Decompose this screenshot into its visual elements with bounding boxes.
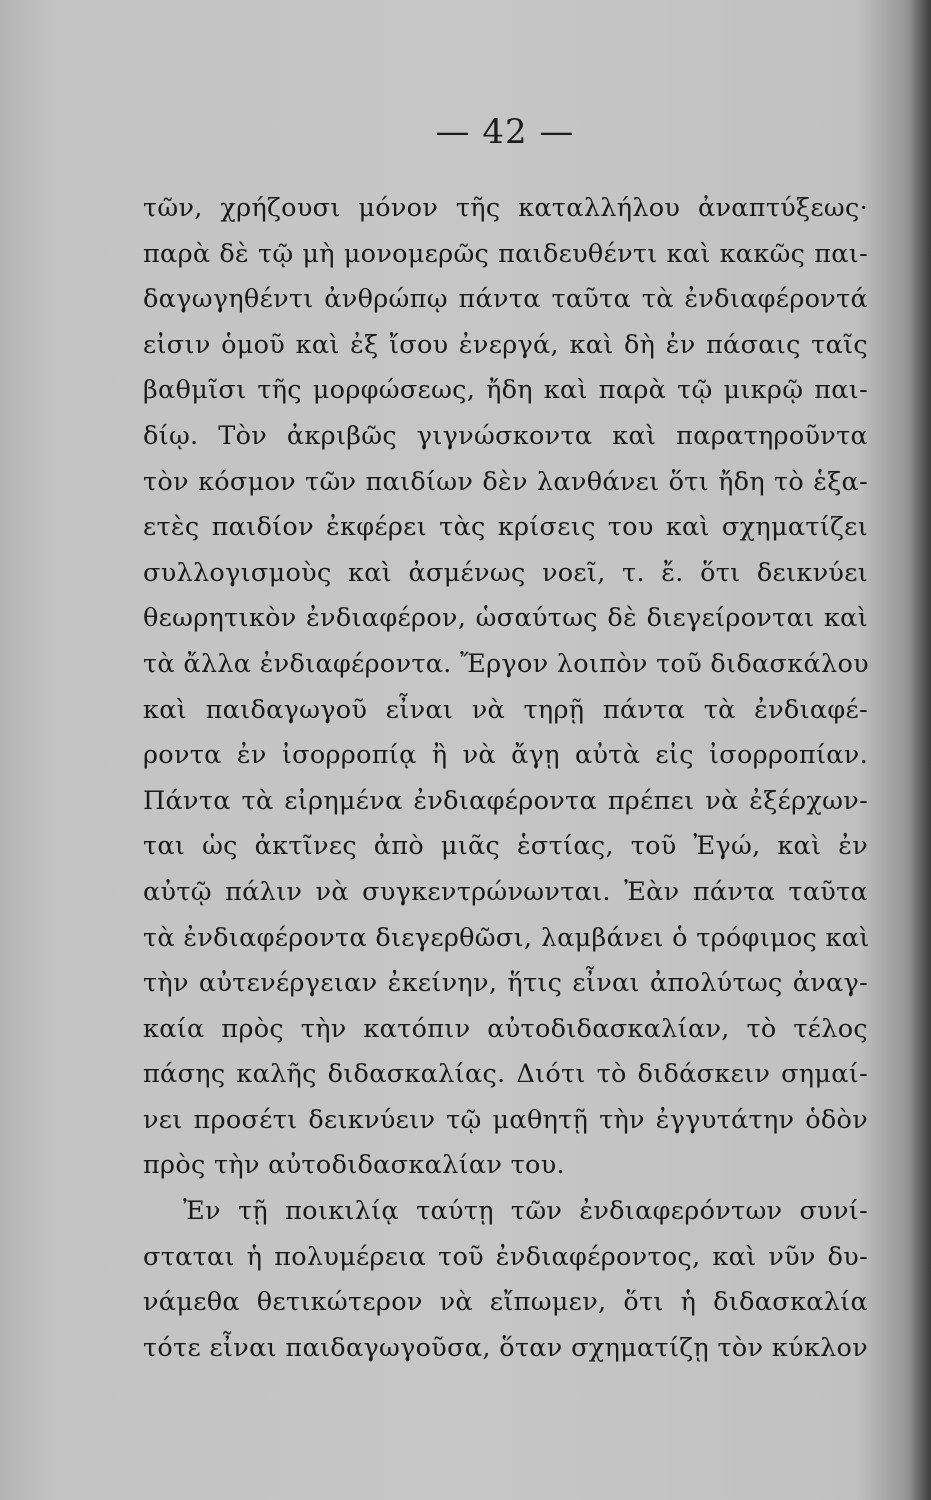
text-line: πάσης καλῆς διδασκαλίας. Διότι τὸ διδάσκειν σημαί-	[143, 1059, 868, 1090]
text-line: συλλογισμοὺς καὶ ἀσμένως νοεῖ, τ. ἔ. ὅτι δεικνύει	[143, 557, 868, 588]
text-line: δίῳ. Τὸν ἀκριβῶς γιγνώσκοντα καὶ παρατηροῦντα	[143, 420, 868, 451]
text-line: ται ὡς ἀκτῖνες ἀπὸ μιᾶς ἑστίας, τοῦ Ἐγώ, καὶ ἐν	[143, 831, 868, 862]
text-line: δαγωγηθέντι ἀνθρώπῳ πάντα ταῦτα τὰ ἐνδιαφέροντά	[143, 284, 868, 315]
paragraph-end-line: πρὸς τὴν αὐτοδιδασκαλίαν του.	[143, 1150, 565, 1181]
text-line: καὶ παιδαγωγοῦ εἶναι νὰ τηρῇ πάντα τὰ ἐνδιαφέ-	[143, 694, 868, 725]
text-line: ροντα ἐν ἰσορροπίᾳ ἢ νὰ ἄγῃ αὐτὰ εἰς ἰσορροπίαν.	[143, 740, 868, 771]
text-line: ετὲς παιδίον ἐκφέρει τὰς κρίσεις του καὶ σχηματίζει	[143, 512, 868, 543]
text-line: τὸν κόσμον τῶν παιδίων δὲν λανθάνει ὅτι ἤδη τὸ ἑξα-	[143, 466, 868, 497]
text-line: καία πρὸς τὴν κατόπιν αὐτοδιδασκαλίαν, τὸ τέλος	[143, 1013, 868, 1044]
page-edge-shadow	[909, 0, 931, 1500]
text-line: θεωρητικὸν ἐνδιαφέρον, ὡσαύτως δὲ διεγείρονται καὶ	[143, 603, 868, 634]
paragraph-start-line: Ἐν τῇ ποικιλίᾳ ταύτῃ τῶν ἐνδιαφερόντων συνί-	[183, 1196, 868, 1227]
text-line: βαθμῖσι τῆς μορφώσεως, ἤδη καὶ παρὰ τῷ μικρῷ παι-	[143, 375, 868, 406]
text-line: τῶν, χρήζουσι μόνον τῆς καταλλήλου ἀναπτύξεως·	[143, 193, 868, 223]
text-line: νάμεθα θετικώτερον νὰ εἴπωμεν, ὅτι ἡ διδασκαλία	[143, 1287, 868, 1318]
text-line: τὰ ἄλλα ἐνδιαφέροντα. Ἔργον λοιπὸν τοῦ διδασκάλου	[143, 648, 869, 679]
body-text	[143, 186, 868, 1371]
text-line: τὴν αὐτενέργειαν ἐκείνην, ἥτις εἶναι ἀπολύτως ἀναγ-	[143, 968, 868, 999]
text-line: σταται ἡ πολυμέρεια τοῦ ἐνδιαφέροντος, καὶ νῦν δυ-	[143, 1241, 868, 1272]
text-line: Πάντα τὰ εἰρημένα ἐνδιαφέροντα πρέπει νὰ ἐξέρχων-	[143, 785, 868, 816]
text-line: τὰ ἐνδιαφέροντα διεγερθῶσι, λαμβάνει ὁ τρόφιμος καὶ	[143, 922, 870, 953]
text-line: παρὰ δὲ τῷ μὴ μονομερῶς παιδευθέντι καὶ κακῶς παι-	[143, 238, 868, 269]
text-line: αὐτῷ πάλιν νὰ συγκεντρώνωνται. Ἐὰν πάντα ταῦτα	[143, 876, 868, 907]
text-line: νει προσέτι δεικνύειν τῷ μαθητῇ τὴν ἐγγυτάτην ὁδὸν	[143, 1104, 868, 1135]
text-line: εἰσιν ὁμοῦ καὶ ἐξ ἴσου ἐνεργά, καὶ δὴ ἐν πάσαις ταῖς	[143, 329, 868, 360]
text-line: τότε εἶναι παιδαγωγοῦσα, ὅταν σχηματίζῃ τὸν κύκλον	[143, 1332, 868, 1363]
page-number: — 42 —	[435, 112, 575, 152]
